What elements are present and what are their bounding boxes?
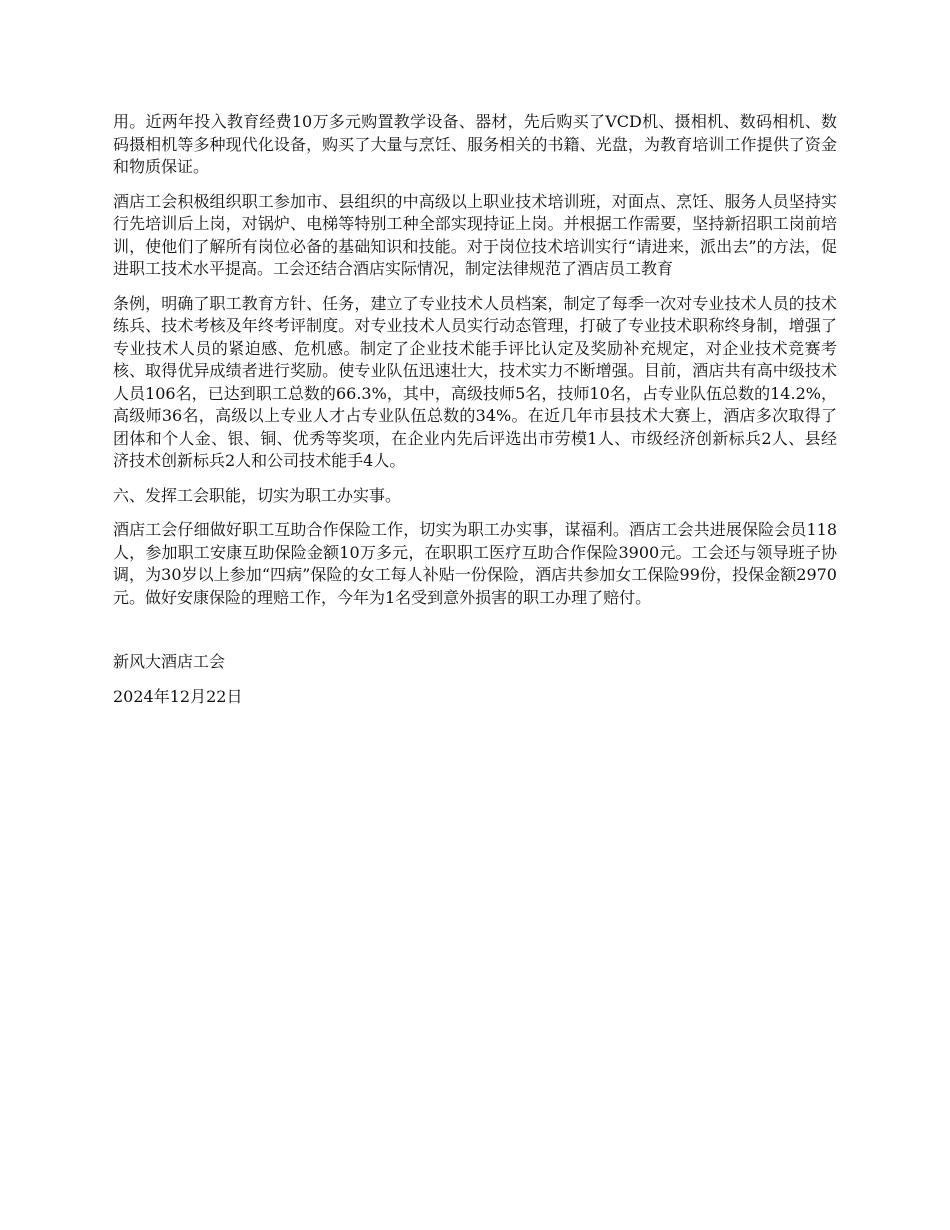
paragraph-education-funding: 用。近两年投入教育经费10万多元购置教学设备、器材，先后购买了VCD机、摄相机、数码相机、数码摄相机等多种现代化设备，购买了大量与烹饪、服务相关的书籍、光盘，为教育培训工作提供了资金和物质保证。 bbox=[113, 112, 837, 176]
signature-organization: 新风大酒店工会 bbox=[113, 652, 226, 671]
paragraph-training: 酒店工会积极组织职工参加市、县组织的中高级以上职业技术培训班，对面点、烹饪、服务人员坚持实行先培训后上岗，对锅炉、电梯等特别工种全部实现持证上岗。并根据工作需要，坚持新招职工岗前培训，使他们了解所有岗位必备的基础知识和技能。对于岗位技术培训实行“请进来，派出去”的方法，促进职工技术水平提高。工会还结合酒店实际情况，制定法律规范了酒店员工教育 bbox=[113, 191, 837, 278]
section-heading-six: 六、发挥工会职能，切实为职工办实事。 bbox=[113, 485, 402, 505]
signature-block bbox=[113, 651, 837, 708]
paragraph-technical-staff: 条例，明确了职工教育方针、任务，建立了专业技术人员档案，制定了每季一次对专业技术人员的技术练兵、技术考核及年终考评制度。对专业技术人员实行动态管理，打破了专业技术职称终身制，增强了专业技术人员的紧迫感、危机感。制定了企业技术能手评比认定及奖励补充规定，对企业技术竞赛考核、取得优异成绩者进行奖励。使专业队伍迅速壮大，技术实力不断增强。目前，酒店共有高中级技术人员106名，已达到职工总数的66.3%，其中，高级技师5名，技师10名，占专业队伍总数的14.2%，高级师36名，高级以上专业人才占专业队伍总数的34%。在近几年市县技术大赛上，酒店多次取得了团体和个人金、银、铜、优秀等奖项，在企业内先后评选出市劳模1人、市级经济创新标兵2人、县经济技术创新标兵2人和公司技术能手4人。 bbox=[113, 293, 837, 470]
signature-date: 2024年12月22日 bbox=[113, 686, 243, 706]
paragraph-insurance: 酒店工会仔细做好职工互助合作保险工作，切实为职工办实事，谋福利。酒店工会共进展保险会员118人，参加职工安康互助保险金额10万多元，在职职工医疗互助合作保险3900元。工会还与领导班子协调，为30岁以上参加“四病”保险的女工每人补贴一份保险，酒店共参加女工保险99份，投保金额2970元。做好安康保险的理赔工作，今年为1名受到意外损害的职工办理了赔付。 bbox=[113, 520, 837, 607]
document-page bbox=[113, 111, 837, 720]
